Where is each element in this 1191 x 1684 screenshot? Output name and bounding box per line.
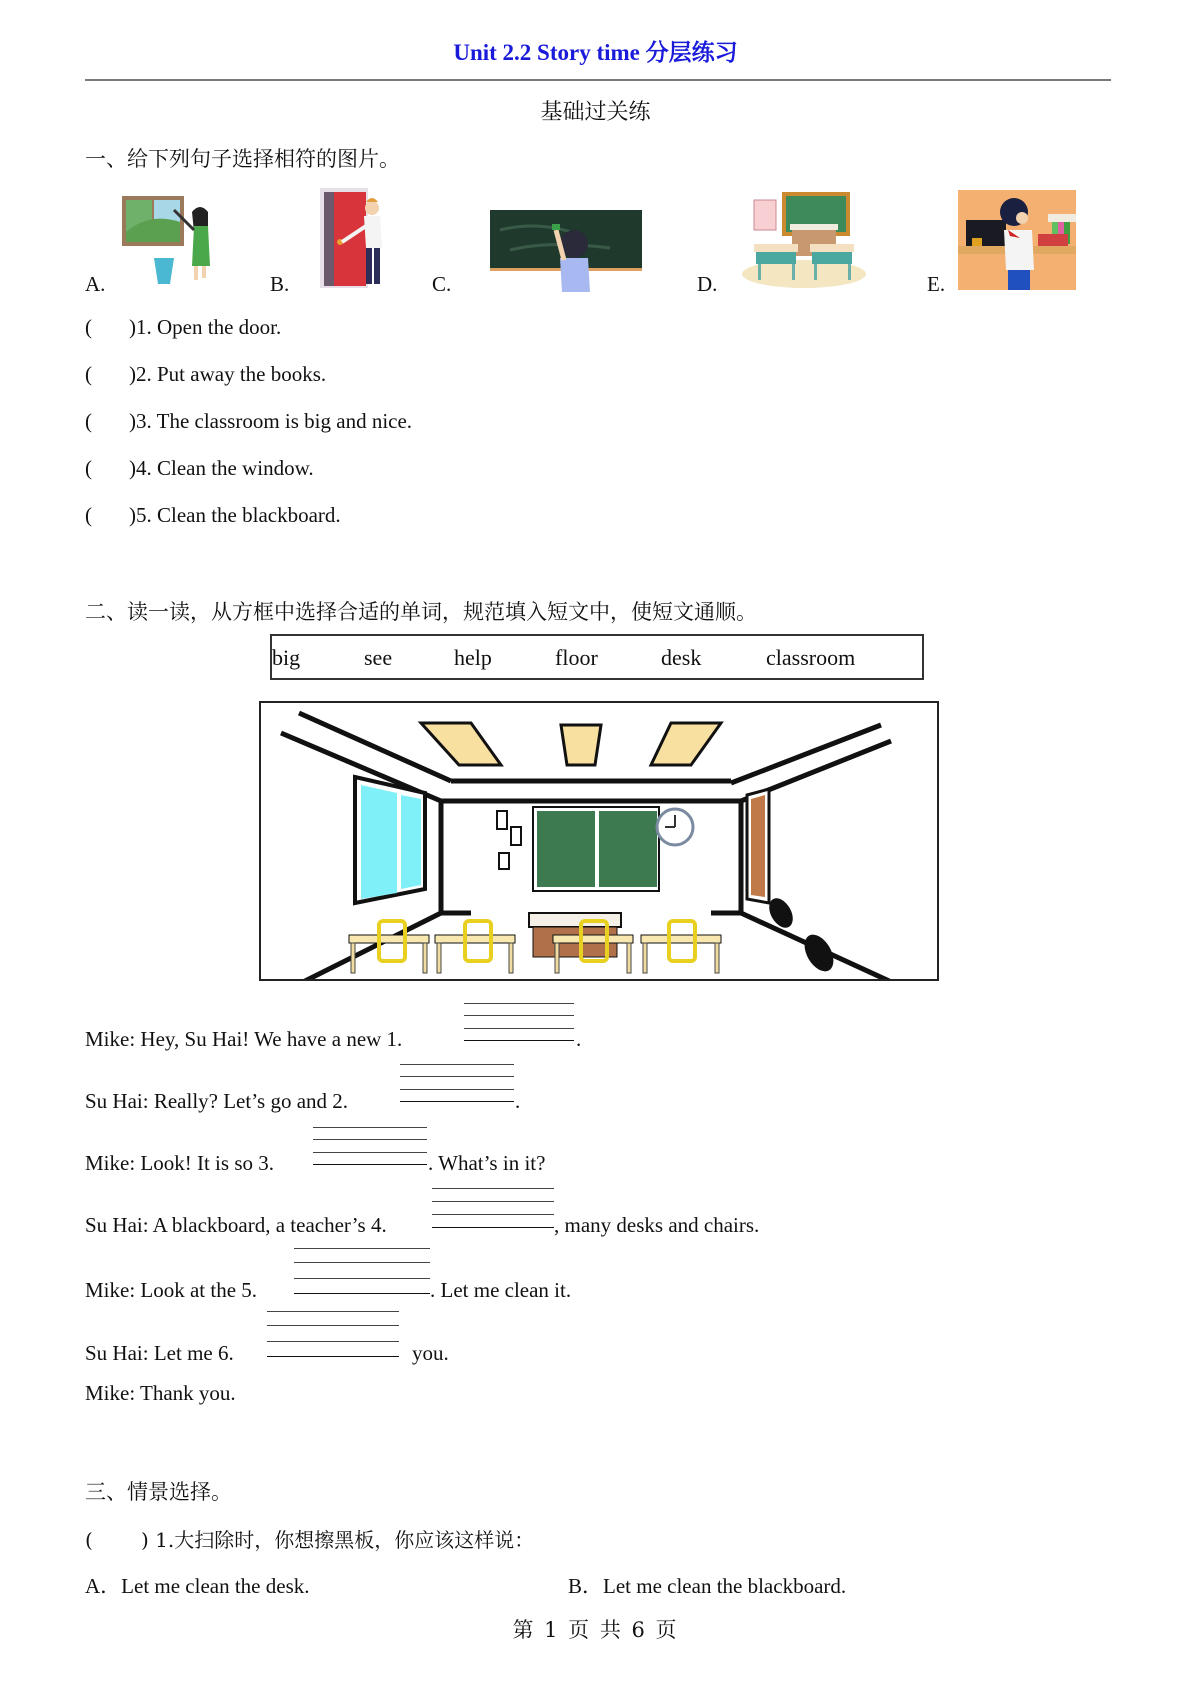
section1-heading: 一、给下列句子选择相符的图片。 bbox=[85, 147, 400, 171]
answer-blank[interactable]: ( bbox=[85, 1528, 93, 1552]
question-5: ( )5. Clean the blackboard. bbox=[85, 503, 341, 527]
answer-blank[interactable]: ( bbox=[85, 315, 92, 339]
option-label-a: A. bbox=[85, 272, 106, 296]
dialogue-line-4-end: , many desks and chairs. bbox=[554, 1213, 760, 1237]
answer-blank[interactable]: ( bbox=[85, 456, 92, 480]
fill-blank-1[interactable] bbox=[464, 1003, 574, 1043]
word-bank-box bbox=[270, 634, 924, 680]
page-number: 第 1 页 共 6 页 bbox=[512, 1618, 679, 1642]
answer-blank[interactable]: ( bbox=[85, 409, 92, 433]
fill-blank-4[interactable] bbox=[432, 1188, 554, 1228]
option-label-e: E. bbox=[927, 272, 946, 296]
word-bank-item: floor bbox=[555, 645, 598, 670]
dialogue-line-5-end: . Let me clean it. bbox=[430, 1278, 572, 1302]
scenario-question-1: ( ) 1.大扫除时，你想擦黑板，你应该这样说： bbox=[85, 1528, 535, 1552]
question-3: ( )3. The classroom is big and nice. bbox=[85, 409, 413, 433]
dialogue-line-6: Su Hai: Let me 6. bbox=[85, 1341, 234, 1365]
girl-cleaning-window-image bbox=[120, 192, 220, 295]
word-bank-item: classroom bbox=[766, 645, 856, 670]
dialogue-line-3-end: . What’s in it? bbox=[428, 1151, 546, 1175]
answer-blank[interactable]: ( bbox=[85, 362, 92, 386]
classroom-illustration bbox=[259, 701, 939, 981]
dialogue-line-2-end: . bbox=[515, 1089, 521, 1113]
choice-a[interactable]: A．Let me clean the desk. bbox=[85, 1574, 310, 1598]
classroom-desks-image bbox=[742, 190, 866, 293]
fill-blank-6[interactable] bbox=[267, 1311, 399, 1357]
section3-heading: 三、情景选择。 bbox=[85, 1480, 232, 1504]
boy-putting-away-books-image bbox=[958, 190, 1076, 295]
section2-heading: 二、读一读，从方框中选择合适的单词，规范填入短文中，使短文通顺。 bbox=[85, 600, 757, 624]
dialogue-line-1: Mike: Hey, Su Hai! We have a new 1. bbox=[85, 1027, 403, 1051]
dialogue-line-3: Mike: Look! It is so 3. bbox=[85, 1151, 274, 1175]
choice-b[interactable]: B．Let me clean the blackboard. bbox=[568, 1574, 847, 1598]
fill-blank-5[interactable] bbox=[294, 1248, 430, 1294]
answer-blank[interactable]: ( bbox=[85, 503, 92, 527]
child-cleaning-blackboard-image bbox=[490, 210, 642, 297]
dialogue-line-2: Su Hai: Really? Let’s go and 2. bbox=[85, 1089, 349, 1113]
question-4: ( )4. Clean the window. bbox=[85, 456, 314, 480]
word-bank-item: desk bbox=[661, 645, 702, 670]
word-bank-item: help bbox=[454, 645, 492, 670]
option-label-c: C. bbox=[432, 272, 452, 296]
man-opening-door-image bbox=[318, 186, 396, 295]
dialogue-line-1-end: . bbox=[576, 1027, 582, 1051]
fill-blank-2[interactable] bbox=[400, 1064, 514, 1104]
section-subtitle: 基础过关练 bbox=[540, 100, 651, 125]
word-bank-item: see bbox=[364, 645, 393, 670]
question-1: ( )1. Open the door. bbox=[85, 315, 282, 339]
dialogue-line-4: Su Hai: A blackboard, a teacher’s 4. bbox=[85, 1213, 387, 1237]
fill-blank-3[interactable] bbox=[313, 1127, 427, 1167]
header-divider bbox=[85, 79, 1111, 81]
option-label-d: D. bbox=[697, 272, 718, 296]
dialogue-line-7: Mike: Thank you. bbox=[85, 1381, 236, 1405]
question-2: ( )2. Put away the books. bbox=[85, 362, 327, 386]
page-title: Unit 2.2 Story time 分层练习 bbox=[453, 40, 738, 65]
dialogue-line-6-end: you. bbox=[412, 1341, 449, 1365]
word-bank-item: big bbox=[272, 645, 301, 670]
option-label-b: B. bbox=[270, 272, 290, 296]
dialogue-line-5: Mike: Look at the 5. bbox=[85, 1278, 258, 1302]
